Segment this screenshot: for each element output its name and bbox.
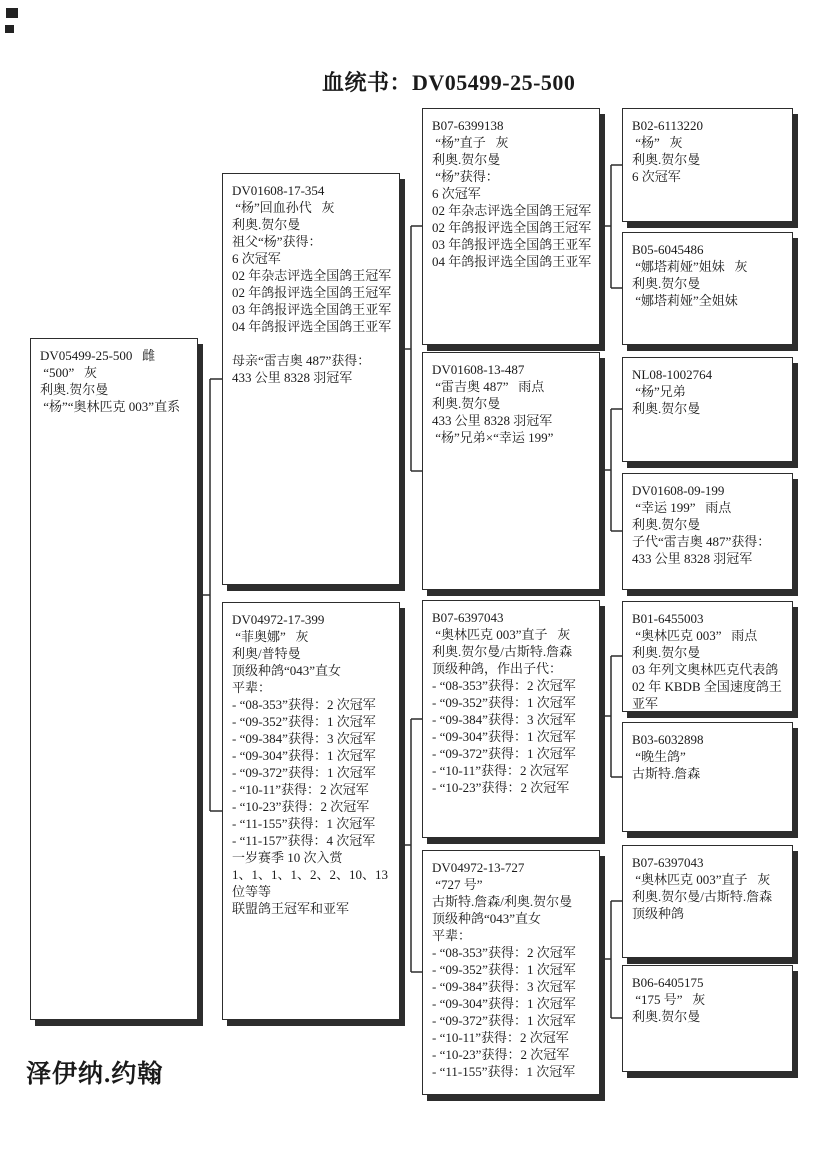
pedigree-text-line: - “09-384”获得：3 次冠军 xyxy=(232,731,376,746)
pedigree-text-line: 古斯特.詹森/利奥.贺尔曼 xyxy=(432,894,573,909)
pedigree-text-line: “杨”兄弟 xyxy=(632,384,686,399)
pedigree-text-line: 顶级种鸽，作出子代： xyxy=(432,661,563,676)
pedigree-text-line: “娜塔莉娅”全姐妹 xyxy=(632,293,738,308)
pedigree-text-line: 02 年杂志评选全国鸽王冠军 xyxy=(432,203,592,218)
pedigree-text-line: - “08-353”获得：2 次冠军 xyxy=(432,678,576,693)
pedigree-text-line: “杨”获得： xyxy=(432,169,499,184)
pedigree-text-line: - “10-23”获得：2 次冠军 xyxy=(232,799,370,814)
pedigree-text-line: - “10-23”获得：2 次冠军 xyxy=(432,780,570,795)
pedigree-text-line: 02 年 KBDB 全国速度鸽王亚军 xyxy=(632,679,782,711)
pedigree-box-subject xyxy=(30,338,198,1020)
pedigree-box-sire-dam-sire xyxy=(622,357,793,462)
pedigree-text-line: “500” 灰 xyxy=(40,365,98,380)
pedigree-text-line: B07-6399138 xyxy=(432,118,504,133)
pedigree-text-line: - “09-352”获得：1 次冠军 xyxy=(432,962,576,977)
pedigree-text-line: 1、1、1、1、2、2、10、13 xyxy=(232,867,389,882)
pedigree-text-line: 利奥.贺尔曼 xyxy=(632,645,701,660)
page-title: 血统书：DV05499-25-500 xyxy=(322,70,576,95)
pedigree-text-line: 利奥.贺尔曼 xyxy=(232,217,301,232)
pedigree-text-line: 利奥.贺尔曼 xyxy=(632,276,701,291)
pedigree-text-line: 利奥.贺尔曼 xyxy=(632,1009,701,1024)
pedigree-text-line: DV04972-13-727 xyxy=(432,860,525,875)
pedigree-text-line: - “09-304”获得：1 次冠军 xyxy=(432,729,576,744)
pedigree-box-sire-sire-dam xyxy=(622,232,793,345)
pedigree-text-line: 03 年鸽报评选全国鸽王亚军 xyxy=(432,237,592,252)
pedigree-text-line: DV01608-13-487 xyxy=(432,362,525,377)
pedigree-text-line: - “10-23”获得：2 次冠军 xyxy=(432,1047,570,1062)
pedigree-text-line: 祖父“杨”获得： xyxy=(232,234,322,249)
pedigree-text-line: “晚生鸽” xyxy=(632,749,686,764)
pedigree-text-line: 利奥/普特曼 xyxy=(232,646,301,661)
connector-sire-sire-parents xyxy=(600,165,622,288)
pedigree-box-sire-sire-sire xyxy=(622,108,793,222)
pedigree-box-dam-dam-dam xyxy=(622,965,793,1072)
pedigree-text-line: 利奥.贺尔曼 xyxy=(40,382,109,397)
pedigree-text-line: 02 年杂志评选全国鸽王冠军 xyxy=(232,268,392,283)
pedigree-text-line: - “09-372”获得：1 次冠军 xyxy=(432,746,576,761)
pedigree-text-line: 一岁赛季 10 次入赏 xyxy=(232,850,343,865)
pedigree-box-sire xyxy=(222,173,400,585)
pedigree-text-line: 利奥.贺尔曼 xyxy=(632,152,701,167)
pedigree-text-line: “雷吉奥 487” 雨点 xyxy=(432,379,545,394)
breeder-signature: 泽伊纳.约翰 xyxy=(26,1061,164,1088)
pedigree-text-line: - “10-11”获得：2 次冠军 xyxy=(432,763,569,778)
pedigree-text-line: “175 号” 灰 xyxy=(632,992,706,1007)
pedigree-text-line: “菲奥娜” 灰 xyxy=(232,629,309,644)
pedigree-text-line: - “09-352”获得：1 次冠军 xyxy=(232,714,376,729)
pedigree-text-line: 02 年鸽报评选全国鸽王冠军 xyxy=(232,285,392,300)
pedigree-text-line: 位等等 xyxy=(232,884,272,899)
pedigree-text-line: “杨”“奥林匹克 003”直系 xyxy=(40,399,181,414)
scan-artifact xyxy=(6,8,18,18)
pedigree-text-line: - “10-11”获得：2 次冠军 xyxy=(432,1030,569,1045)
pedigree-text-line: B02-6113220 xyxy=(632,118,704,133)
pedigree-text-line: 利奥.贺尔曼 xyxy=(632,517,701,532)
pedigree-text-line: B07-6397043 xyxy=(432,610,504,625)
pedigree-text-line: B05-6045486 xyxy=(632,242,704,257)
pedigree-text-line: “杨” 灰 xyxy=(632,135,683,150)
pedigree-text-line: “娜塔莉娅”姐妹 灰 xyxy=(632,259,748,274)
pedigree-text-line: “727 号” xyxy=(432,877,483,892)
pedigree-text-line: 利奥.贺尔曼 xyxy=(432,396,501,411)
pedigree-text-line: - “09-352”获得：1 次冠军 xyxy=(432,695,576,710)
connector-dam-parents xyxy=(400,719,422,972)
pedigree-text-line: B06-6405175 xyxy=(632,975,704,990)
pedigree-text-line: - “10-11”获得：2 次冠军 xyxy=(232,782,369,797)
pedigree-box-dam-dam-sire xyxy=(622,845,793,958)
pedigree-text-line: - “09-384”获得：3 次冠军 xyxy=(432,712,576,727)
pedigree-text-line: 平辈： xyxy=(232,680,272,695)
pedigree-box-dam xyxy=(222,602,400,1020)
pedigree-box-dam-sire-dam xyxy=(622,722,793,832)
connector-sire-parents xyxy=(400,226,422,471)
pedigree-text-line: - “09-372”获得：1 次冠军 xyxy=(432,1013,576,1028)
pedigree-text-line: “奥林匹克 003” 雨点 xyxy=(632,628,758,643)
pedigree-text-line: B03-6032898 xyxy=(632,732,704,747)
pedigree-text-line: 顶级种鸽“043”直女 xyxy=(232,663,342,678)
connector-sire-dam-parents xyxy=(600,409,622,531)
pedigree-text-line: - “08-353”获得：2 次冠军 xyxy=(232,697,376,712)
connector-dam-sire-parents xyxy=(600,656,622,777)
scan-artifact xyxy=(5,25,14,33)
pedigree-box-sire-sire xyxy=(422,108,600,345)
pedigree-text-line: - “08-353”获得：2 次冠军 xyxy=(432,945,576,960)
pedigree-text-line: B01-6455003 xyxy=(632,611,704,626)
pedigree-box-dam-dam xyxy=(422,850,600,1095)
pedigree-text-line xyxy=(232,335,394,352)
pedigree-text-line: 433 公里 8328 羽冠军 xyxy=(232,370,353,385)
pedigree-box-sire-dam-dam xyxy=(622,473,793,590)
pedigree-text-line: 利奥.贺尔曼 xyxy=(432,152,501,167)
pedigree-text-line: “杨”直子 灰 xyxy=(432,135,509,150)
pedigree-text-line: 利奥.贺尔曼/古斯特.詹森 xyxy=(432,644,573,659)
pedigree-text-line: 03 年鸽报评选全国鸽王亚军 xyxy=(232,302,392,317)
pedigree-box-sire-dam xyxy=(422,352,600,590)
pedigree-text-line: 433 公里 8328 羽冠军 xyxy=(432,413,553,428)
pedigree-text-line: 顶级种鸽 xyxy=(632,906,685,921)
pedigree-text-line: - “11-157”获得：4 次冠军 xyxy=(232,833,376,848)
pedigree-text-line: 6 次冠军 xyxy=(232,251,281,266)
pedigree-text-line: - “09-372”获得：1 次冠军 xyxy=(232,765,376,780)
pedigree-text-line: 顶级种鸽“043”直女 xyxy=(432,911,542,926)
pedigree-text-line: DV04972-17-399 xyxy=(232,612,325,627)
pedigree-text-line: 04 年鸽报评选全国鸽王亚军 xyxy=(232,319,392,334)
pedigree-text-line: DV05499-25-500 雌 xyxy=(40,348,156,363)
pedigree-text-line: 子代“雷吉奥 487”获得： xyxy=(632,534,771,549)
connector-dam-dam-parents xyxy=(600,901,622,1018)
pedigree-text-line: - “11-155”获得：1 次冠军 xyxy=(232,816,376,831)
pedigree-text-line: - “11-155”获得：1 次冠军 xyxy=(432,1064,576,1079)
pedigree-text-line: 利奥.贺尔曼/古斯特.詹森 xyxy=(632,889,773,904)
pedigree-text-line: B07-6397043 xyxy=(632,855,704,870)
pedigree-text-line: 平辈： xyxy=(432,928,472,943)
pedigree-text-line: DV01608-09-199 xyxy=(632,483,725,498)
pedigree-text-line: 04 年鸽报评选全国鸽王亚军 xyxy=(432,254,592,269)
pedigree-text-line: 03 年列文奥林匹克代表鸽 xyxy=(632,662,779,677)
pedigree-text-line: 6 次冠军 xyxy=(632,169,681,184)
pedigree-text-line: - “09-304”获得：1 次冠军 xyxy=(232,748,376,763)
pedigree-text-line: “杨”回血孙代 灰 xyxy=(232,200,335,215)
pedigree-text-line: “奥林匹克 003”直子 灰 xyxy=(632,872,771,887)
pedigree-text-line: 433 公里 8328 羽冠军 xyxy=(632,551,753,566)
pedigree-text-line: DV01608-17-354 xyxy=(232,183,325,198)
pedigree-text-line: 古斯特.詹森 xyxy=(632,766,701,781)
pedigree-text-line: NL08-1002764 xyxy=(632,367,713,382)
pedigree-text-line: “杨”兄弟×“幸运 199” xyxy=(432,430,554,445)
pedigree-box-dam-sire-sire xyxy=(622,601,793,712)
pedigree-text-line: - “09-384”获得：3 次冠军 xyxy=(432,979,576,994)
pedigree-box-dam-sire xyxy=(422,600,600,838)
pedigree-text-line: - “09-304”获得：1 次冠军 xyxy=(432,996,576,1011)
pedigree-text-line: “奥林匹克 003”直子 灰 xyxy=(432,627,571,642)
pedigree-text-line: 6 次冠军 xyxy=(432,186,481,201)
pedigree-text-line: 02 年鸽报评选全国鸽王冠军 xyxy=(432,220,592,235)
pedigree-text-line: 母亲“雷吉奥 487”获得： xyxy=(232,353,371,368)
pedigree-text-line: “幸运 199” 雨点 xyxy=(632,500,732,515)
connector-subject-parents xyxy=(198,379,222,811)
pedigree-text-line: 联盟鸽王冠军和亚军 xyxy=(232,901,350,916)
pedigree-text-line: 利奥.贺尔曼 xyxy=(632,401,701,416)
